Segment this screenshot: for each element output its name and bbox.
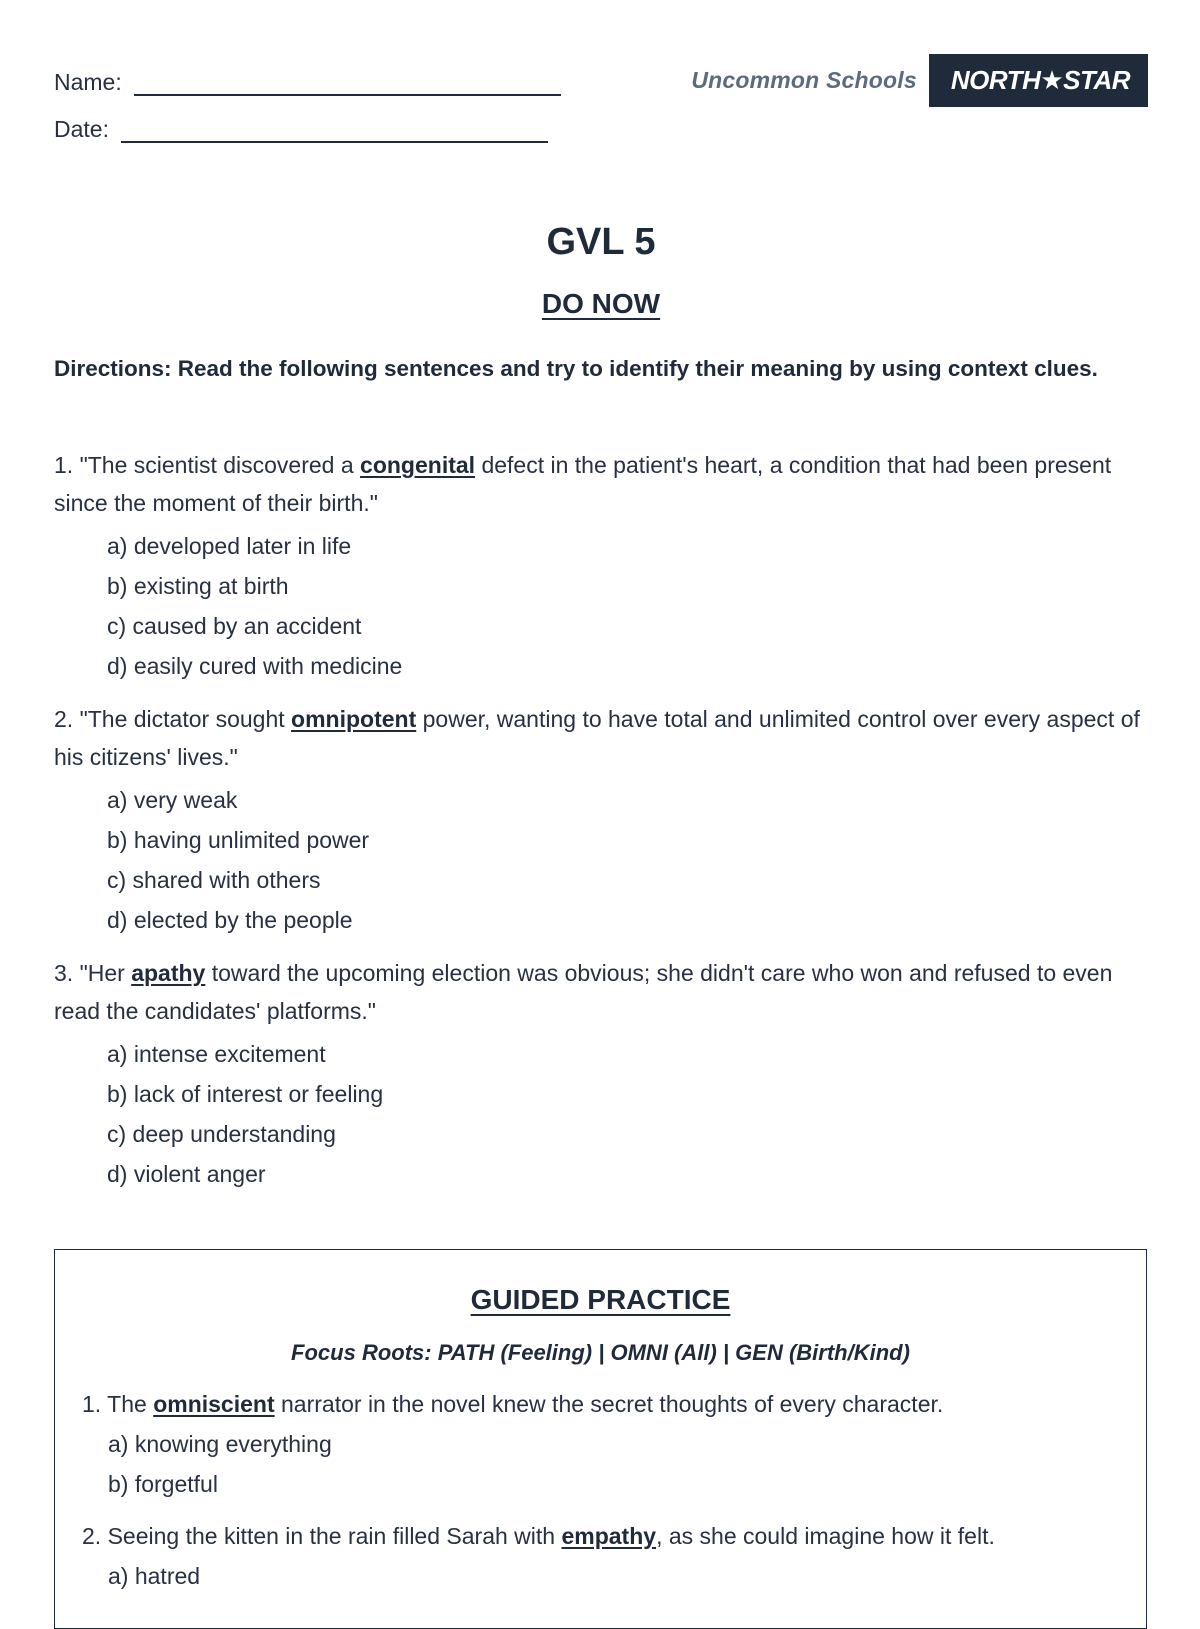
school-name: Uncommon Schools — [691, 67, 917, 93]
date-label: Date: — [54, 116, 109, 142]
question-text-after: , as she could imagine how it felt. — [656, 1523, 995, 1549]
vocab-word: apathy — [131, 960, 206, 986]
answer-options — [54, 526, 1148, 686]
answer-option: d) violent anger — [107, 1161, 266, 1187]
question-item — [82, 1516, 1146, 1596]
question-text-after: toward the upcoming election was obvious; she didn't care who won and refused to even read the candidates' platforms." — [54, 960, 1113, 1024]
directions-text: Directions: Read the following sentences and try to identify their meaning by using context clues. — [54, 356, 1098, 381]
question-text-before: The — [107, 1391, 154, 1417]
do-now-questions — [54, 446, 1148, 1208]
north-star-logo: NORTH★STAR — [929, 54, 1148, 107]
question-stem — [54, 446, 1148, 522]
date-blank-line — [121, 115, 548, 143]
question-text-before: "Her — [79, 960, 132, 986]
question-item — [82, 1384, 1146, 1504]
guided-practice-box — [54, 1249, 1147, 1629]
answer-option: a) hatred — [108, 1563, 201, 1589]
question-item — [54, 446, 1148, 686]
date-field — [54, 115, 548, 143]
answer-options — [54, 1034, 1148, 1194]
focus-roots: Focus Roots: PATH (Feeling) | OMNI (All) | GEN (Birth/Kind) — [291, 1340, 910, 1365]
question-stem — [54, 954, 1148, 1030]
question-number: 1. — [54, 452, 74, 478]
guided-practice-questions — [82, 1384, 1146, 1596]
worksheet-page — [54, 0, 1148, 1187]
answer-options — [54, 780, 1148, 940]
guided-practice-heading: GUIDED PRACTICE — [470, 1284, 731, 1315]
name-field — [54, 68, 561, 96]
answer-option: a) knowing everything — [108, 1431, 332, 1457]
answer-option: b) forgetful — [108, 1471, 218, 1497]
answer-option: b) having unlimited power — [107, 827, 370, 853]
answer-options — [82, 1424, 1146, 1504]
answer-option: b) existing at birth — [107, 573, 289, 599]
answer-option: c) deep understanding — [107, 1121, 336, 1147]
question-number: 2. — [82, 1523, 102, 1549]
answer-option: c) shared with others — [107, 867, 321, 893]
vocab-word: empathy — [561, 1523, 657, 1549]
question-text-after: narrator in the novel knew the secret thoughts of every character. — [274, 1391, 944, 1417]
answer-option: c) caused by an accident — [107, 613, 362, 639]
answer-options — [82, 1556, 1146, 1596]
answer-option: a) intense excitement — [107, 1041, 326, 1067]
question-number: 3. — [54, 960, 74, 986]
question-text-after: defect in the patient's heart, a condition that had been present since the moment of their birth." — [54, 452, 1112, 516]
question-text-after: power, wanting to have total and unlimited control over every aspect of his citizens' lives." — [54, 706, 1140, 770]
question-text-before: "The dictator sought — [79, 706, 292, 732]
question-stem — [82, 1516, 1146, 1556]
do-now-heading: DO NOW — [541, 288, 661, 319]
question-item — [54, 954, 1148, 1194]
question-number: 1. — [82, 1391, 102, 1417]
vocab-word: congenital — [360, 452, 476, 478]
answer-option: a) developed later in life — [107, 533, 352, 559]
question-item — [54, 700, 1148, 940]
answer-option: a) very weak — [107, 787, 238, 813]
question-number: 2. — [54, 706, 74, 732]
name-label: Name: — [54, 69, 122, 95]
answer-option: b) lack of interest or feeling — [107, 1081, 384, 1107]
vocab-word: omnipotent — [291, 706, 417, 732]
question-text-before: "The scientist discovered a — [79, 452, 361, 478]
branding — [691, 54, 1148, 107]
page-title: GVL 5 — [546, 221, 656, 263]
worksheet-header — [54, 0, 1148, 160]
answer-option: d) elected by the people — [107, 907, 353, 933]
name-blank-line — [134, 68, 561, 96]
vocab-word: omniscient — [153, 1391, 275, 1417]
question-stem — [54, 700, 1148, 776]
question-text-before: Seeing the kitten in the rain filled Sarah with — [107, 1523, 562, 1549]
question-stem — [82, 1384, 1146, 1424]
answer-option: d) easily cured with medicine — [107, 653, 403, 679]
